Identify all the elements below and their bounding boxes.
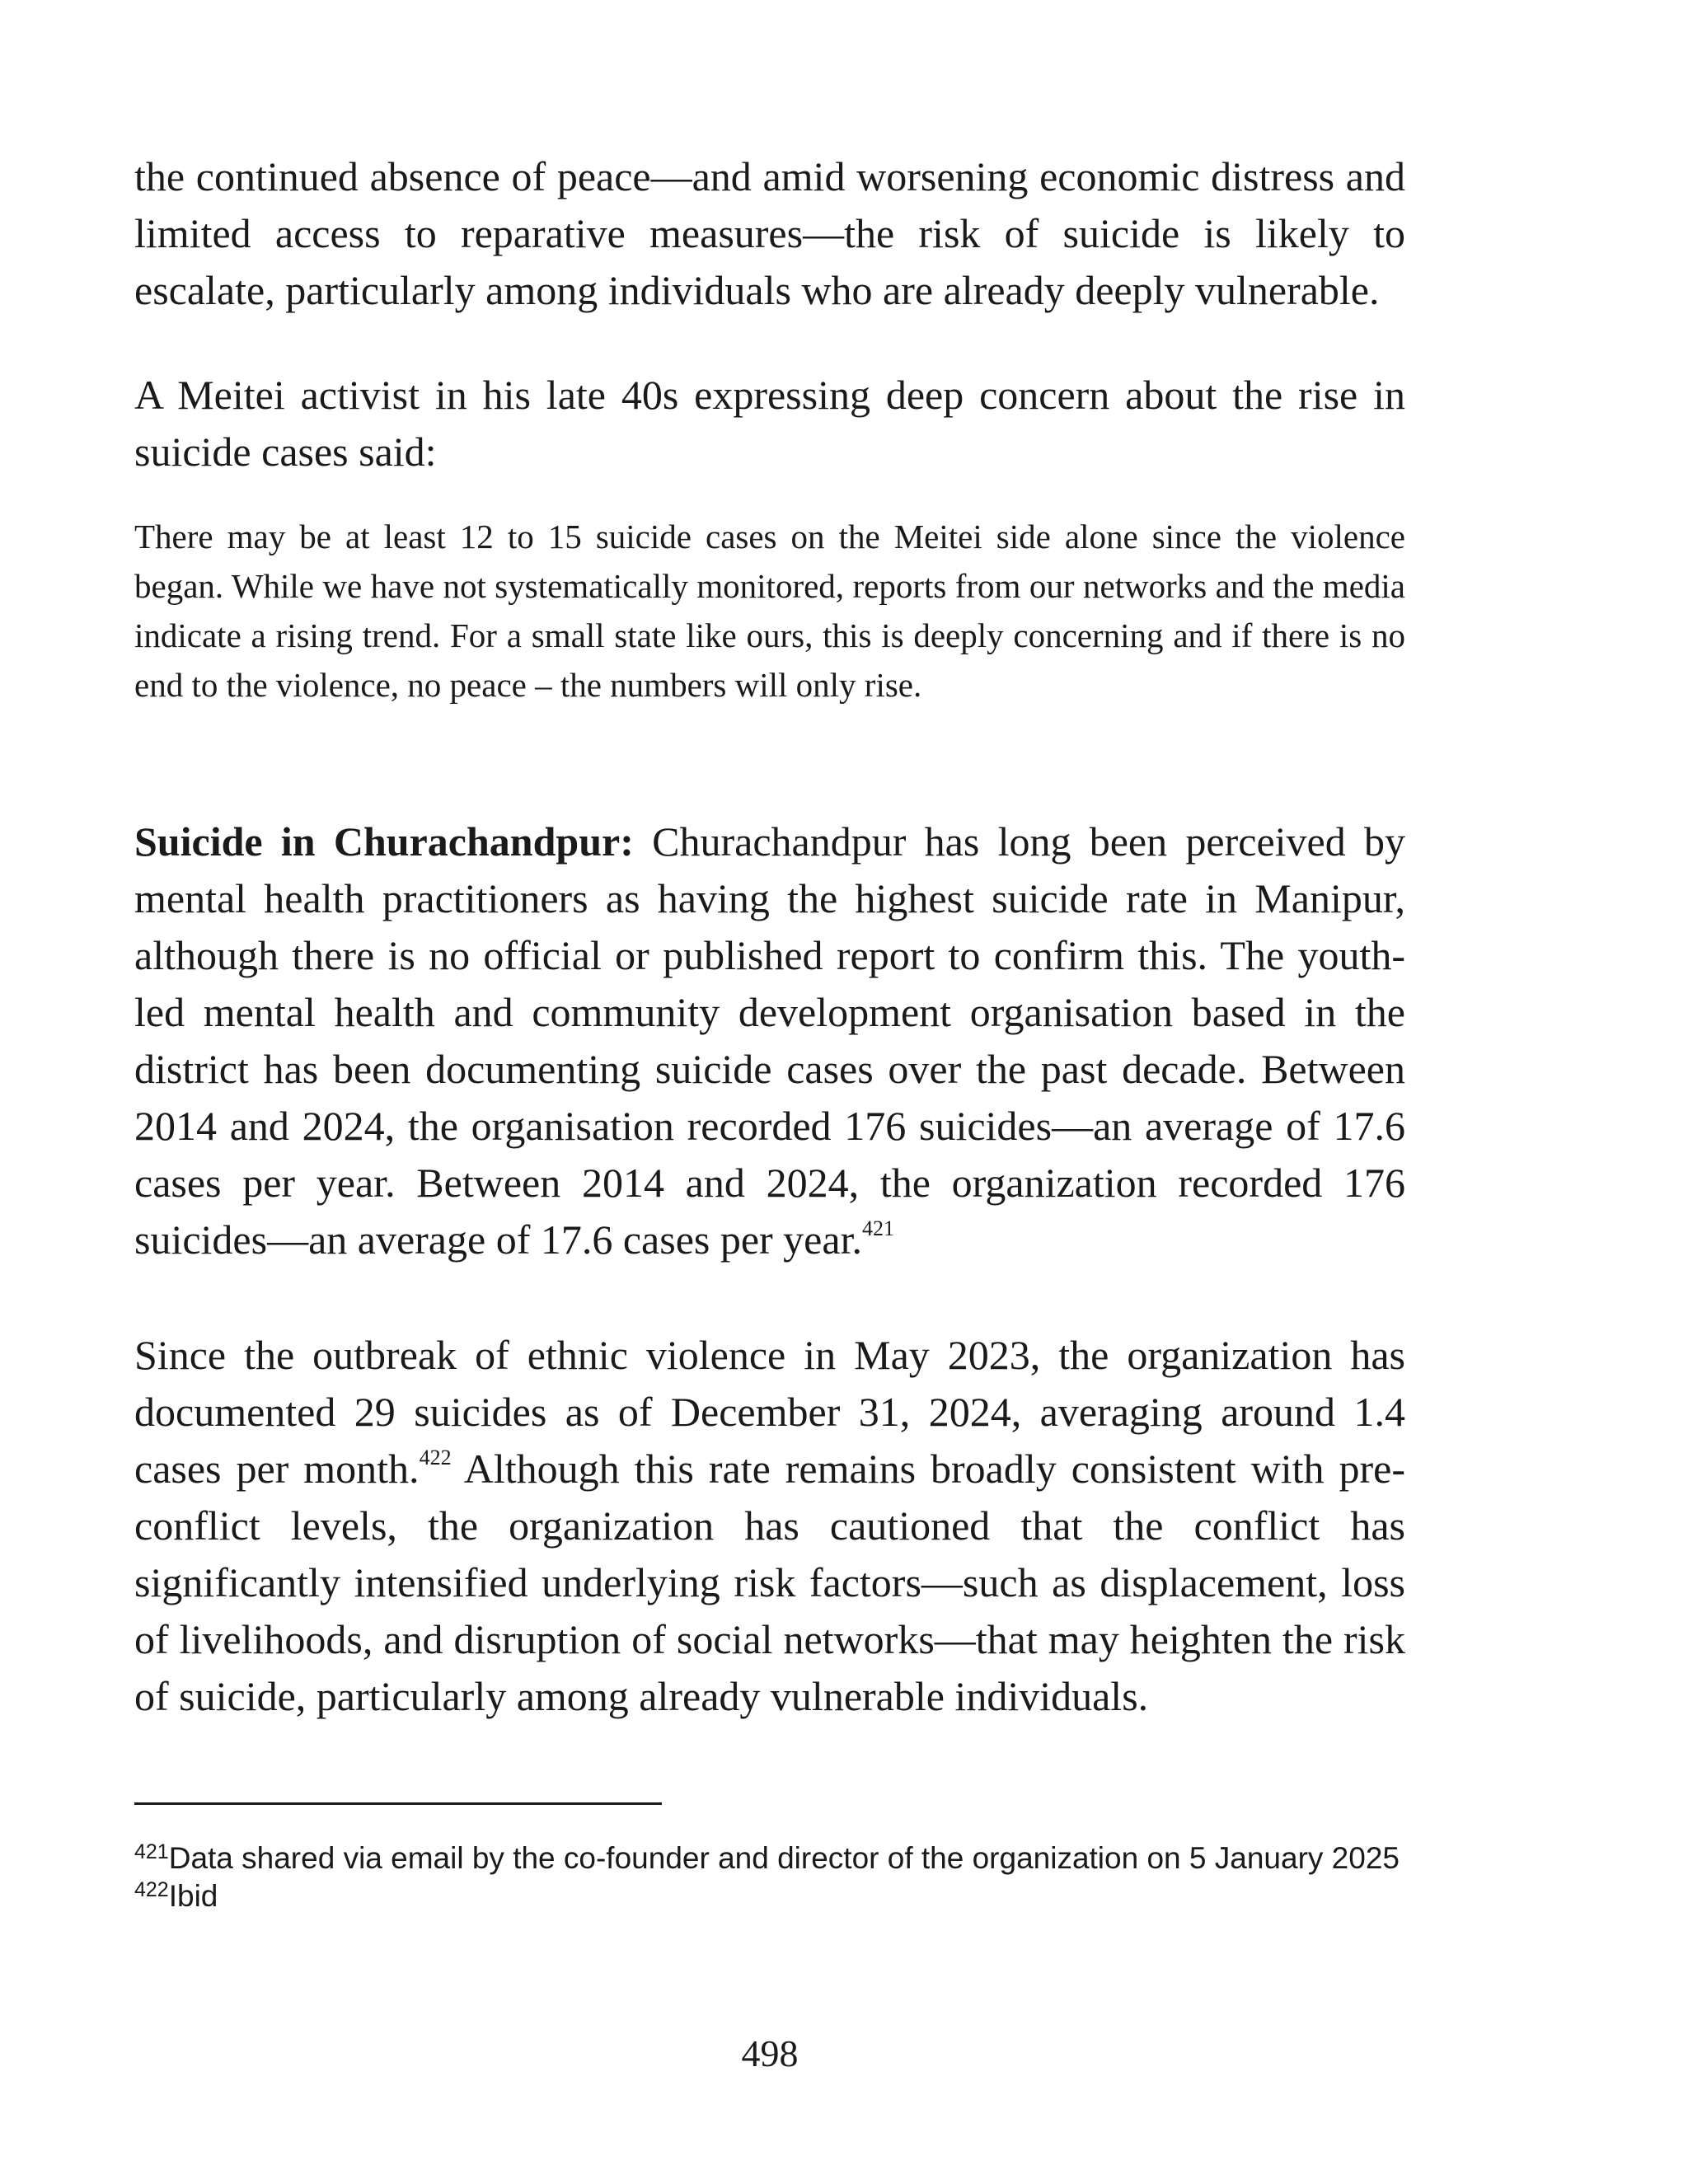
footnote-text: Data shared via email by the co-founder and director of the organization on 5 January 2025 [168,1841,1400,1875]
paragraph-churachandpur-body: Churachandpur has long been perceived by mental health practitioners as having the highest suicide rate in Manipur, although there is no official or published report to confirm this. The youth-led mental health and community development organisation based in the district has been documenting suicide cases over the past decade. Between 2014 and 2024, the organisation recorded 176 suicides—an average of 17.6 cases per year. Between 2014 and 2024, the organization recorded 176 suicides—an average of 17.6 cases per year. [134,818,1405,1263]
footnote-422 [134,1877,1405,1915]
footnote-number: 421 [134,1840,169,1863]
paragraph-churachandpur [134,813,1405,1268]
paragraph-activist-intro: A Meitei activist in his late 40s expressing deep concern about the rise in suicide cases said: [134,372,1405,475]
paragraph-intro-continued: the continued absence of peace—and amid worsening economic distress and limited access to reparative measures—the risk of suicide is likely to escalate, particularly among individuals who are already deeply vulnerable. [134,153,1405,313]
paragraph-since-outbreak-part1: Since the outbreak of ethnic violence in May 2023, the organization has documented 29 suicides as of December 31, 2024, averaging around 1.4 cases per month. [134,1332,1405,1492]
footnote-separator [134,1802,662,1805]
footnote-text: Ibid [168,1879,218,1913]
section-heading-churachandpur: Suicide in Churachandpur: [134,818,634,865]
footnotes [134,1840,1405,1915]
page-number: 498 [741,2032,799,2074]
block-quote-activist: There may be at least 12 to 15 suicide cases on the Meitei side alone since the violence began. While we have not systematically monitored, reports from our networks and the media indicate a rising trend. For a small state like ours, this is deeply concerning and if there is no end to the violence, no peace – the numbers will only rise. [134,518,1405,704]
footnote-reference-421[interactable]: 421 [861,1216,894,1240]
paragraph-since-outbreak-part2: Although this rate remains broadly consistent with pre-conflict levels, the organization has cautioned that the conflict has significantly intensified underlying risk factors—such as displacement, loss of livelihoods, and disruption of social networks—that may heighten the risk of suicide, particularly among already vulnerable individuals. [134,1446,1405,1719]
document-page [134,0,1405,2184]
footnote-number: 422 [134,1878,169,1901]
footnote-reference-422[interactable]: 422 [419,1446,452,1469]
footnote-421 [134,1840,1405,1877]
paragraph-since-outbreak [134,1327,1405,1725]
